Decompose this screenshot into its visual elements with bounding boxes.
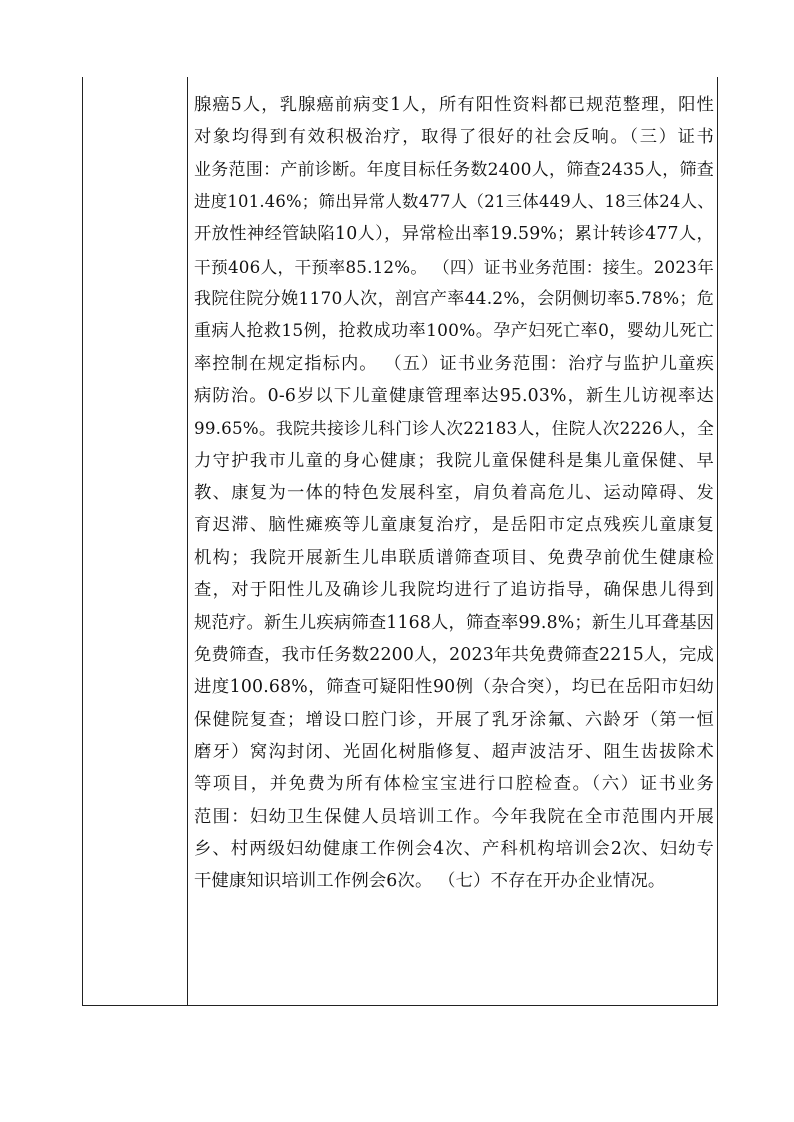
text-line: 腺癌5人，乳腺癌前病变1人，所有阳性资料都已规范整理，阳性 <box>194 95 714 115</box>
text-line: 干预406人，干预率85.12%。 （四）证书业务范围：接生。2023年 <box>194 256 714 277</box>
text-line: 业务范围：产前诊断。年度目标任务数2400人，筛查2435人，筛查 <box>194 159 714 180</box>
table-content-cell <box>194 89 714 898</box>
text-line: 范围：妇幼卫生保健人员培训工作。今年我院在全市范围内开展 <box>194 806 714 827</box>
text-line: 进度101.46%；筛出异常人数477人（21三体449人、18三体24人、 <box>194 192 714 212</box>
text-line: 对象均得到有效积极治疗，取得了很好的社会反响。（三）证书 <box>194 127 714 148</box>
text-line: 机构；我院开展新生儿串联质谱筛查项目、免费孕前优生健康检 <box>194 547 714 568</box>
text-line: 乡、村两级妇幼健康工作例会4次、产科机构培训会2次、妇幼专 <box>194 838 714 859</box>
text-line: 保健院复查；增设口腔门诊，开展了乳牙涂氟、六龄牙（第一恒 <box>194 709 714 730</box>
text-line: 开放性神经管缺陷10人），异常检出率19.59%；累计转诊477人， <box>194 224 714 245</box>
text-line: 99.65%。我院共接诊儿科门诊人次22183人，住院人次2226人，全 <box>194 418 714 439</box>
text-line: 教、康复为一体的特色发展科室，肩负着高危儿、运动障碍、发 <box>194 483 714 504</box>
text-line: 进度100.68%，筛查可疑阳性90例（杂合突），均已在岳阳市妇幼 <box>194 677 714 698</box>
text-line-last: 干健康知识培训工作例会6次。 （七）不存在开办企业情况。 <box>194 871 666 892</box>
text-line: 查，对于阳性儿及确诊儿我院均进行了追访指导，确保患儿得到 <box>194 580 714 601</box>
text-line: 重病人抢救15例，抢救成功率100%。孕产妇死亡率0，婴幼儿死亡 <box>194 321 714 342</box>
text-line: 育迟滞、脑性瘫痪等儿童康复治疗，是岳阳市定点残疾儿童康复 <box>194 515 714 536</box>
text-line: 率控制在规定指标内。 （五）证书业务范围：治疗与监护儿童疾 <box>194 353 714 374</box>
text-line: 等项目，并免费为所有体检宝宝进行口腔检查。（六）证书业务 <box>194 774 714 795</box>
text-line: 规范疗。新生儿疾病筛查1168人，筛查率99.8%；新生儿耳聋基因 <box>194 612 715 633</box>
text-line: 病防治。0-6岁以下儿童健康管理率达95.03%，新生儿访视率达 <box>194 386 714 407</box>
text-line: 磨牙）窝沟封闭、光固化树脂修复、超声波洁牙、阻生齿拔除术 <box>194 741 714 762</box>
text-line: 我院住院分娩1170人次，剖宫产率44.2%，会阴侧切率5.78%；危 <box>194 289 714 310</box>
text-line: 力守护我市儿童的身心健康；我院儿童保健科是集儿童保健、早 <box>194 450 714 471</box>
table-column-divider <box>187 77 188 1006</box>
text-line: 免费筛查，我市任务数2200人，2023年共免费筛查2215人，完成 <box>194 644 714 665</box>
